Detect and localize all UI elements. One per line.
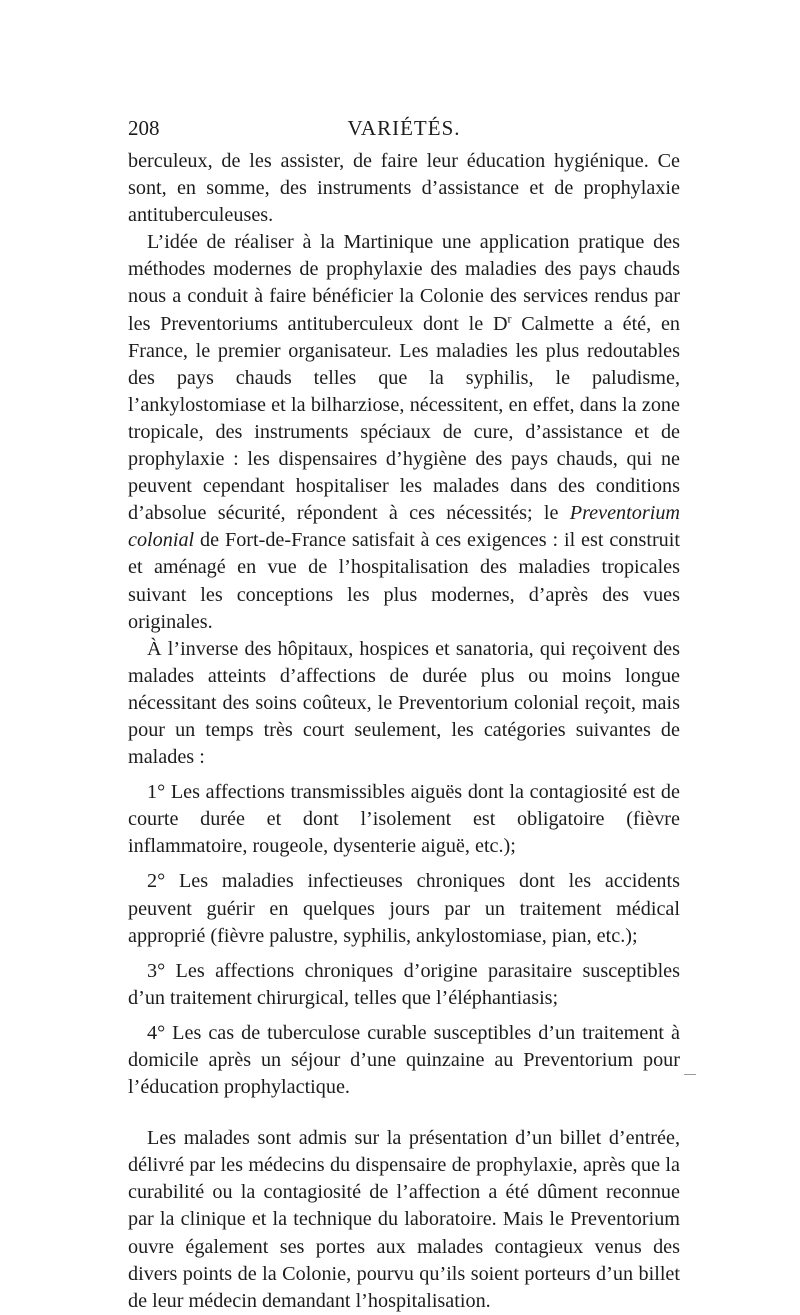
body-text [128,148,680,1315]
page-number: 208 [128,116,160,140]
paragraph-martinique [128,229,680,635]
paragraph-continuation: berculeux, de les assister, de faire leur éducation hygiénique. Ce sont, en somme, des instruments d’assistance et de prophylaxie antituberculeuses. [128,150,680,227]
list-item-2: 2° Les maladies infectieuses chroniques dont les accidents peuvent guérir en quelques jours par un traitement médical approprié (fièvre palustre, syphilis, ankylostomiase, pian, etc.); [128,870,680,947]
superscript-r: r [507,310,512,325]
paragraph-text-part: Calmette a été, en France, le premier organisateur. Les maladies les plus redoutables des pays chauds telles que la syphilis, le paludisme, l’ankylostomiase et la bilharziose, nécessitent, en effet, dans la zone tropicale, des instruments spéciaux de cure, d’assistance et de prophylaxie : les dispensaires d’hygiène des pays chauds, qui ne peuvent cependant hospitaliser les malades dans des conditions d’absolue sécurité, répondent à ces nécessités; le [128,312,680,525]
page-header [128,108,680,148]
list-item-1: 1° Les affections transmissibles aiguës dont la contagiosité est de courte durée et dont l’isolement est obligatoire (fièvre inflammatoire, rougeole, dysenterie aiguë, etc.); [128,781,680,858]
italic-preventorium-colonial: Preventorium colonial [128,502,680,552]
paragraph-text-part: de Fort-de-France satisfait à ces exigences : il est construit et aménagé en vue de l’hospitalisation des maladies tropicales suivant les conceptions les plus modernes, d’après des vues originales. [128,529,680,633]
paragraph-hopitaux: À l’inverse des hôpitaux, hospices et sanatoria, qui reçoivent des malades atteints d’affections de durée plus ou moins longue nécessitant des soins coûteux, le Preventorium colonial reçoit, mais pour un temps très court seulement, les catégories suivantes de malades : [128,637,680,769]
list-item-4: 4° Les cas de tuberculose curable susceptibles d’un traitement à domicile après un séjour d’une quinzaine au Preventorium pour l’éducation prophylactique. [128,1021,680,1099]
running-title: VARIÉTÉS. [347,116,461,140]
paragraph-admission: Les malades sont admis sur la présentation d’un billet d’entrée, délivré par les médecins du dispensaire de prophylaxie, après que la curabilité ou la contagiosité de l’affection a été dûment reconnue par la clinique et la technique du laboratoire. Mais le Preventorium ouvre également ses portes aux malades contagieux venus des divers points de la Colonie, pourvu qu’ils soient porteurs d’un billet de leur médecin demandant l’hospitalisation. [128,1127,680,1312]
document-page [128,108,680,1315]
list-item-3: 3° Les affections chroniques d’origine parasitaire susceptibles d’un traitement chirurgical, telles que l’éléphantiasis; [128,959,680,1009]
margin-mark [684,1074,696,1075]
paragraph-text-part: L’idée de réaliser à la Martinique une application pratique des méthodes modernes de prophylaxie des maladies des pays chauds nous a conduit à faire bénéficier la Colonie des services rendus par les Preventoriums antituberculeux dont le D [128,231,680,335]
